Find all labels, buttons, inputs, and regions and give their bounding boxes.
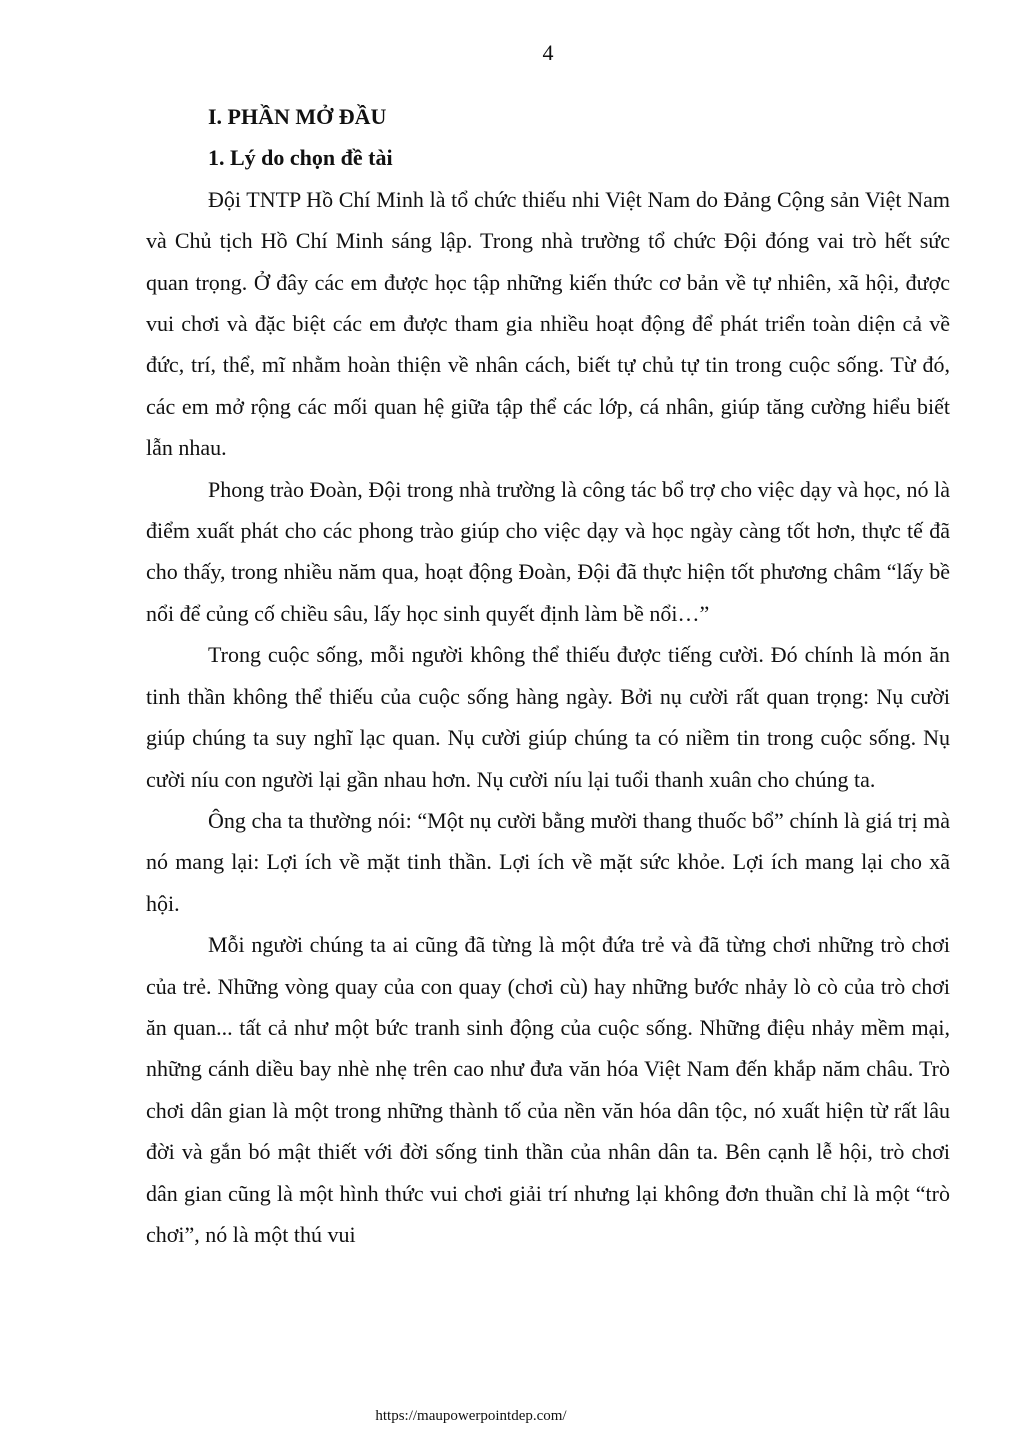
- subsection-title: 1. Lý do chọn đề tài: [208, 145, 393, 171]
- page-number: 4: [542, 40, 554, 65]
- document-body: [146, 96, 950, 1255]
- section-title: I. PHẦN MỞ ĐẦU: [208, 104, 387, 129]
- paragraph-1: Đội TNTP Hồ Chí Minh là tổ chức thiếu nhi Việt Nam do Đảng Cộng sản Việt Nam và Chủ tịch Hồ Chí Minh sáng lập. Trong nhà trường tổ chức Đội đóng vai trò hết sức quan trọng. Ở đây các em được học tập những kiến thức cơ bản về tự nhiên, xã hội, được vui chơi và đặc biệt các em được tham gia nhiều hoạt động để phát triển toàn diện cả về đức, trí, thể, mĩ nhằm hoàn thiện về nhân cách, biết tự chủ tự tin trong cuộc sống. Từ đó, các em mở rộng các mối quan hệ giữa tập thể các lớp, cá nhân, giúp tăng cường hiểu biết lẫn nhau.: [146, 186, 950, 461]
- paragraph-5: Mỗi người chúng ta ai cũng đã từng là một đứa trẻ và đã từng chơi những trò chơi của trẻ. Những vòng quay của con quay (chơi cù) hay những bước nhảy lò cò của trò chơi ăn quan... tất cả như một bức tranh sinh động của cuộc sống. Những điệu nhảy mềm mại, những cánh diều bay nhè nhẹ trên cao như đưa văn hóa Việt Nam đến khắp năm châu. Trò chơi dân gian là một trong những thành tố của nền văn hóa dân tộc, nó xuất hiện từ rất lâu đời và gắn bó mật thiết với đời sống tinh thần của nhân dân ta. Bên cạnh lễ hội, trò chơi dân gian cũng là một hình thức vui chơi giải trí nhưng lại không đơn thuần chỉ là một “trò chơi”, nó là một thú vui: [146, 932, 950, 1247]
- footer-url[interactable]: https://maupowerpointdep.com/: [375, 1408, 567, 1424]
- paragraph-2: Phong trào Đoàn, Đội trong nhà trường là công tác bổ trợ cho việc dạy và học, nó là điểm xuất phát cho các phong trào giúp cho việc dạy và học ngày càng tốt hơn, thực tế đã cho thấy, trong nhiều năm qua, hoạt động Đoàn, Đội đã thực hiện tốt phương châm “lấy bề nổi để củng cố chiều sâu, lấy học sinh quyết định làm bề nổi…”: [146, 476, 950, 626]
- paragraph-3: Trong cuộc sống, mỗi người không thể thiếu được tiếng cười. Đó chính là món ăn tinh thần không thể thiếu của cuộc sống hàng ngày. Bởi nụ cười rất quan trọng: Nụ cười giúp chúng ta suy nghĩ lạc quan. Nụ cười giúp chúng ta có niềm tin trong cuộc sống. Nụ cười níu con người lại gần nhau hơn. Nụ cười níu lại tuổi thanh xuân cho chúng ta.: [146, 642, 950, 792]
- paragraph-4: Ông cha ta thường nói: “Một nụ cười bằng mười thang thuốc bổ” chính là giá trị mà nó mang lại: Lợi ích về mặt tinh thần. Lợi ích về mặt sức khỏe. Lợi ích mang lại cho xã hội.: [146, 807, 950, 916]
